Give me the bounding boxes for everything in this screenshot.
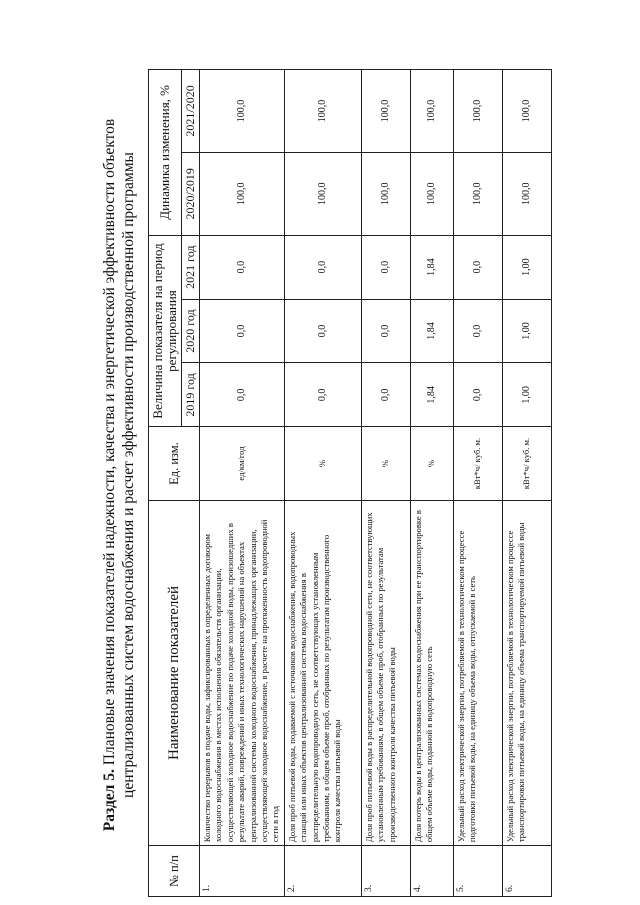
table-row	[502, 70, 551, 897]
row-dyn-2021: 100,0	[284, 70, 361, 153]
indicators-table	[148, 69, 552, 897]
table-row	[453, 70, 502, 897]
header-year-2020: 2020 год	[182, 299, 200, 363]
row-num: 6.	[502, 846, 551, 897]
row-dyn-2021: 100,0	[410, 70, 453, 153]
row-value-2019: 0,0	[200, 363, 285, 427]
row-name: Доля проб питьевой воды, подаваемой с источников водоснабжения, водопроводных станций или иных объектов централизованной системы водоснабжения в распределительную водопроводную сеть, не соответствующих установленным требованиям, в общем объеме проб, отобранных по результатам производственного контроля качества питьевой воды	[284, 500, 361, 845]
row-dyn-2021: 100,0	[502, 70, 551, 153]
table-row	[284, 70, 361, 897]
row-dyn-2021: 100,0	[361, 70, 410, 153]
row-value-2020: 0,0	[200, 299, 285, 363]
row-value-2020: 1,00	[502, 299, 551, 363]
row-value-2019: 0,0	[453, 363, 502, 427]
row-name: Удельный расход электрической энергии, потребляемой в технологическом процессе транспортировки питьевой воды, на единицу объема транспортируемой питьевой воды	[502, 500, 551, 845]
row-value-2021: 0,0	[284, 235, 361, 299]
section-title	[100, 65, 138, 885]
row-unit: ед/км/год	[200, 427, 285, 500]
row-value-2021: 1,00	[502, 235, 551, 299]
row-name: Доля потерь воды в централизованных системах водоснабжения при ее транспортировке в общем объеме воды, поданной в водопроводную сеть	[410, 500, 453, 845]
row-num: 3.	[361, 846, 410, 897]
header-unit: Ед. изм.	[149, 427, 200, 500]
header-row-1	[149, 70, 182, 897]
row-value-2021: 0,0	[361, 235, 410, 299]
row-dyn-2020: 100,0	[284, 152, 361, 235]
row-value-2021: 1,84	[410, 235, 453, 299]
row-dyn-2020: 100,0	[410, 152, 453, 235]
section-title-bold: Раздел 5.	[101, 769, 118, 832]
row-unit: кВт*ч/ куб. м.	[453, 427, 502, 500]
row-value-2019: 0,0	[284, 363, 361, 427]
header-name: Наименование показателей	[149, 500, 200, 845]
row-value-2020: 1,84	[410, 299, 453, 363]
row-num: 1.	[200, 846, 285, 897]
row-dyn-2021: 100,0	[453, 70, 502, 153]
row-unit: %	[410, 427, 453, 500]
table-row	[410, 70, 453, 897]
header-year-2019: 2019 год	[182, 363, 200, 427]
header-dyn-2021: 2021/2020	[182, 70, 200, 153]
row-value-2020: 0,0	[453, 299, 502, 363]
row-num: 2.	[284, 846, 361, 897]
row-value-2019: 0,0	[361, 363, 410, 427]
header-period: Величина показателя на период регулирования	[149, 235, 182, 427]
row-unit: кВт*ч/ куб. м.	[502, 427, 551, 500]
row-unit: %	[361, 427, 410, 500]
header-num: № п/п	[149, 846, 200, 897]
header-dynamics: Динамика изменения, %	[149, 70, 182, 236]
table-row	[361, 70, 410, 897]
row-num: 4.	[410, 846, 453, 897]
row-value-2021: 0,0	[453, 235, 502, 299]
row-name: Доля проб питьевой воды в распределительной водопроводной сети, не соответствующих установленным требованиям, в общем объеме проб, отобранных по результатам производственного контроля качества питьевой воды	[361, 500, 410, 845]
header-dyn-2020: 2020/2019	[182, 152, 200, 235]
row-num: 5.	[453, 846, 502, 897]
row-name: Удельный расход электрической энергии, потребляемой в технологическом процессе подготовки питьевой воды, на единицу объема воды, отпускаемой в сеть	[453, 500, 502, 845]
row-dyn-2020: 100,0	[453, 152, 502, 235]
section-title-text: Плановые значения показателей надежности, качества и энергетической эффективности объектов централизованных систем водоснабжения и расчет эффективности производственной программы	[101, 118, 137, 798]
row-name: Количество перерывов в подаче воды, зафиксированных в определенных договором холодного водоснабжения в местах исполнения обязательств организации, осуществляющей холодное водоснабжение по подаче холодной воды, произошедших в результате аварий, повреждений и иных технологических нарушений на объектах централизованной системы холодного водоснабжения, принадлежащих организации, осуществляющей холодное водоснабжение, в расчете на протяженность водопроводной сети в год	[200, 500, 285, 845]
row-value-2020: 0,0	[284, 299, 361, 363]
row-unit: %	[284, 427, 361, 500]
row-dyn-2020: 100,0	[361, 152, 410, 235]
row-dyn-2020: 100,0	[502, 152, 551, 235]
header-year-2021: 2021 год	[182, 235, 200, 299]
row-dyn-2020: 100,0	[200, 152, 285, 235]
row-value-2019: 1,00	[502, 363, 551, 427]
row-value-2021: 0,0	[200, 235, 285, 299]
row-value-2019: 1,84	[410, 363, 453, 427]
table-row	[200, 70, 285, 897]
row-value-2020: 0,0	[361, 299, 410, 363]
row-dyn-2021: 100,0	[200, 70, 285, 153]
